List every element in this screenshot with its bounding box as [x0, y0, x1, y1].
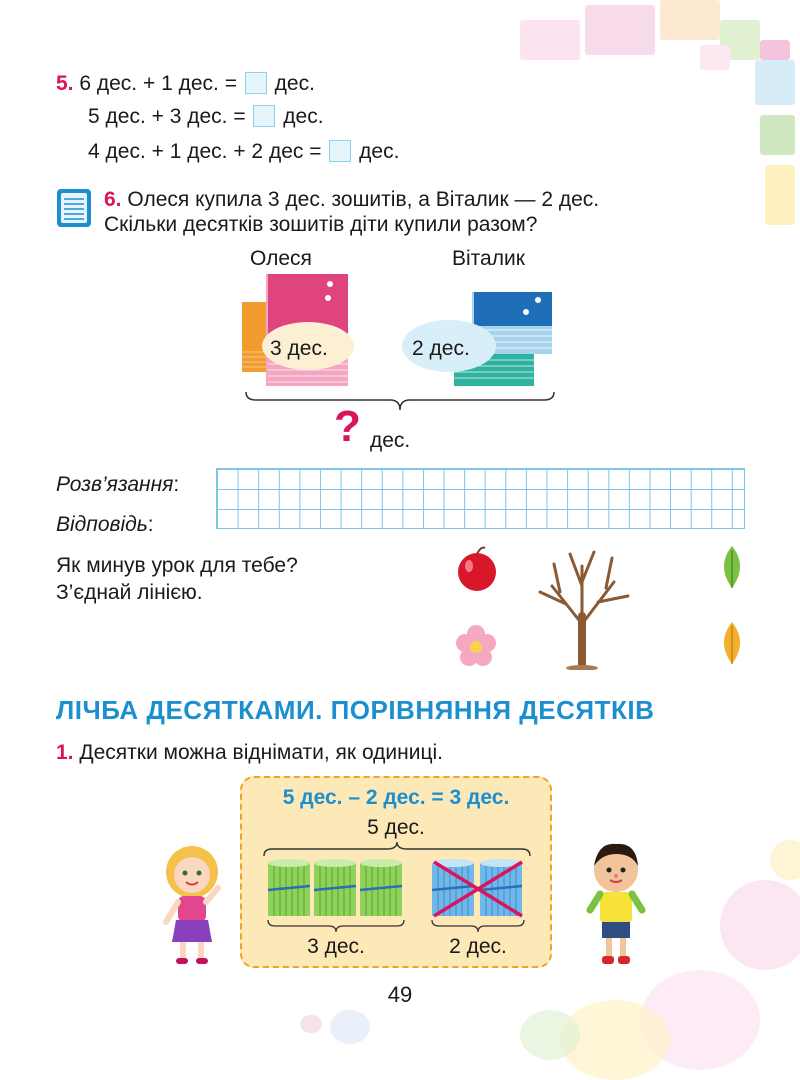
- task5-line3-unit: дес.: [359, 140, 400, 163]
- name-vitalyk: Віталик: [452, 247, 525, 270]
- task1-line: [56, 740, 443, 766]
- flower-icon[interactable]: [454, 624, 498, 668]
- reflection-line1: Як минув урок для тебе?: [56, 554, 298, 577]
- page-number: 49: [387, 982, 413, 1007]
- boy-illustration: [576, 838, 654, 970]
- label-left: 3 дес.: [270, 337, 328, 360]
- solution-grid[interactable]: [216, 468, 745, 529]
- left-part-label: 3 дес.: [307, 935, 365, 958]
- answer-label-row: [56, 512, 154, 538]
- task6-number: 6.: [104, 188, 122, 211]
- task5-line2-unit: дес.: [283, 105, 324, 128]
- brace-right: [430, 918, 526, 934]
- solution-colon: :: [173, 473, 180, 496]
- brace-top: [262, 840, 532, 858]
- task5-number: 5.: [56, 72, 74, 95]
- name-olesya: Олеся: [250, 247, 312, 270]
- notebook-icon: [56, 188, 92, 228]
- apple-icon[interactable]: [455, 546, 499, 592]
- task5-line2-expr: 5 дес. + 3 дес. =: [88, 105, 246, 128]
- task5-line2: [88, 104, 324, 130]
- answer-box-1[interactable]: [245, 72, 267, 94]
- task5-line3: [88, 139, 399, 165]
- blue-tens-bundles-crossed: [430, 858, 526, 918]
- answer-box-2[interactable]: [253, 105, 275, 127]
- task5-line3-expr: 4 дес. + 1 дес. + 2 дес =: [88, 140, 322, 163]
- label-right: 2 дес.: [412, 337, 470, 360]
- reflection-line2: З’єднай лінією.: [56, 581, 203, 604]
- task6-text1: Олеся купила 3 дес. зошитів, а Віталик — 2 дес.: [127, 188, 600, 211]
- task1-text: Десятки можна віднімати, як одиниці.: [79, 741, 444, 764]
- task6-text2: Скільки десятків зошитів діти купили разом?: [104, 213, 538, 236]
- equation: 5 дес. – 2 дес. = 3 дес.: [282, 786, 510, 809]
- yellow-leaf-icon[interactable]: [718, 622, 746, 666]
- task1-number: 1.: [56, 741, 74, 764]
- task5-line1: [56, 71, 315, 97]
- task5-line1-unit: дес.: [274, 72, 315, 95]
- green-tens-bundles: [266, 858, 406, 918]
- answer-colon: :: [147, 513, 154, 536]
- girl-illustration: [152, 842, 230, 968]
- answer-label: Відповідь: [56, 513, 148, 536]
- tree-icon: [532, 546, 632, 670]
- green-leaf-icon[interactable]: [718, 546, 746, 590]
- task5-line1-expr: 6 дес. + 1 дес. =: [79, 72, 237, 95]
- brace-left: [266, 918, 406, 934]
- section-title: ЛІЧБА ДЕСЯТКАМИ. ПОРІВНЯННЯ ДЕСЯТКІВ: [56, 695, 655, 725]
- task6-line1: [104, 187, 752, 213]
- solution-label-row: [56, 472, 179, 498]
- question-mark: ?: [334, 402, 361, 451]
- solution-label: Розв’язання: [56, 473, 174, 496]
- answer-box-3[interactable]: [329, 140, 351, 162]
- total-label: 5 дес.: [367, 816, 425, 839]
- right-part-label: 2 дес.: [449, 935, 507, 958]
- brace-total: [244, 390, 556, 412]
- question-unit: дес.: [370, 429, 411, 452]
